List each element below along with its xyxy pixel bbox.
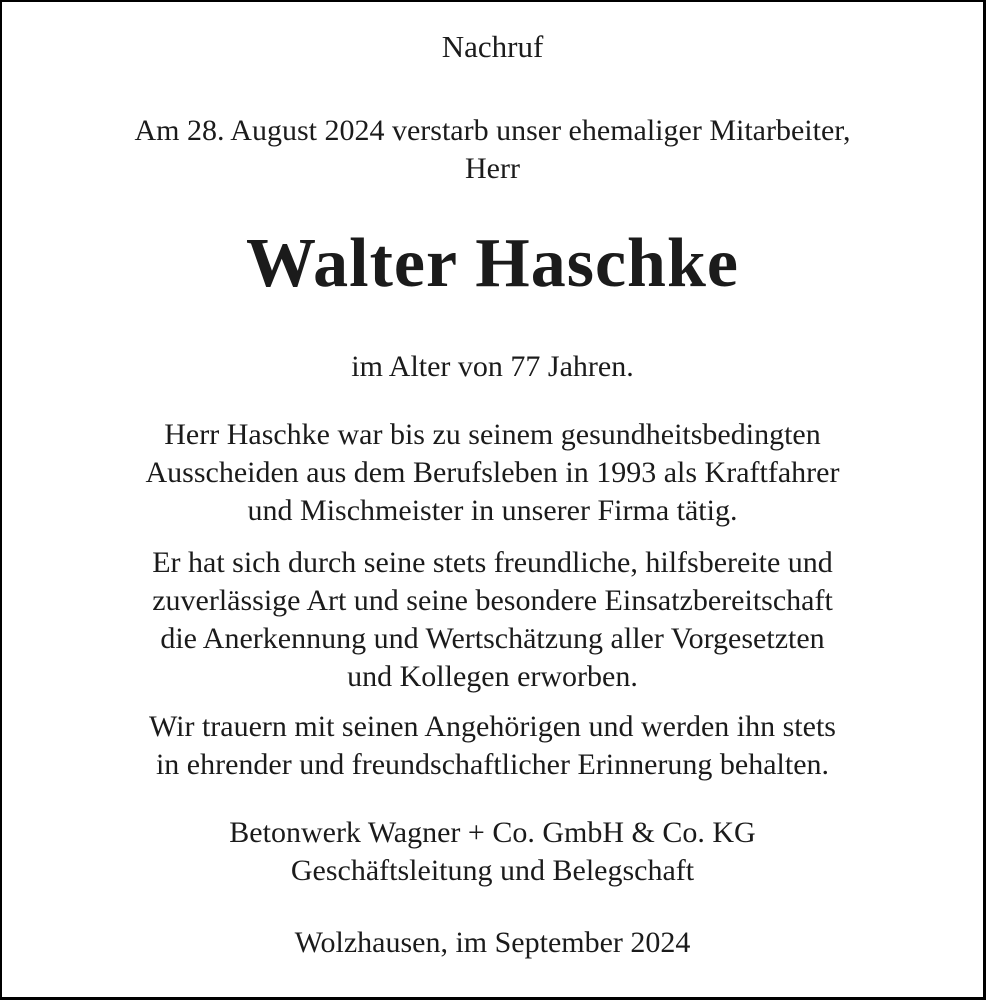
paragraph-career: [2, 416, 983, 530]
paragraph-mourning: [2, 708, 983, 784]
paragraph-character: [2, 544, 983, 696]
signature-block: [2, 814, 983, 890]
paragraph-career-line-3: und Mischmeister in unserer Firma tätig.: [247, 494, 738, 527]
obituary-header: Nachruf: [441, 29, 544, 64]
paragraph-mourning-line-2: in ehrender und freundschaftlicher Erinnerung behalten.: [155, 748, 830, 781]
intro-line-2: Herr: [465, 152, 520, 185]
paragraph-career-line-2: Ausscheiden aus dem Berufsleben in 1993 als Kraftfahrer: [145, 456, 840, 489]
intro-block: [2, 112, 983, 188]
signature-company: Betonwerk Wagner + Co. GmbH & Co. KG: [229, 816, 756, 849]
deceased-name: Walter Haschke: [246, 225, 739, 302]
closing-line: Wolzhausen, im September 2024: [294, 926, 691, 959]
paragraph-career-line-1: Herr Haschke war bis zu seinem gesundheitsbedingten: [164, 418, 821, 451]
age-line: im Alter von 77 Jahren.: [351, 350, 634, 383]
intro-line-1: Am 28. August 2024 verstarb unser ehemaliger Mitarbeiter,: [134, 114, 851, 147]
paragraph-mourning-line-1: Wir trauern mit seinen Angehörigen und werden ihn stets: [149, 710, 836, 743]
paragraph-character-line-4: und Kollegen erworben.: [347, 660, 638, 693]
paragraph-character-line-2: zuverlässige Art und seine besondere Einsatzbereitschaft: [152, 584, 833, 617]
paragraph-character-line-1: Er hat sich durch seine stets freundliche, hilfsbereite und: [152, 546, 833, 579]
paragraph-character-line-3: die Anerkennung und Wertschätzung aller Vorgesetzten: [160, 622, 825, 655]
signature-role: Geschäftsleitung und Belegschaft: [290, 854, 695, 887]
